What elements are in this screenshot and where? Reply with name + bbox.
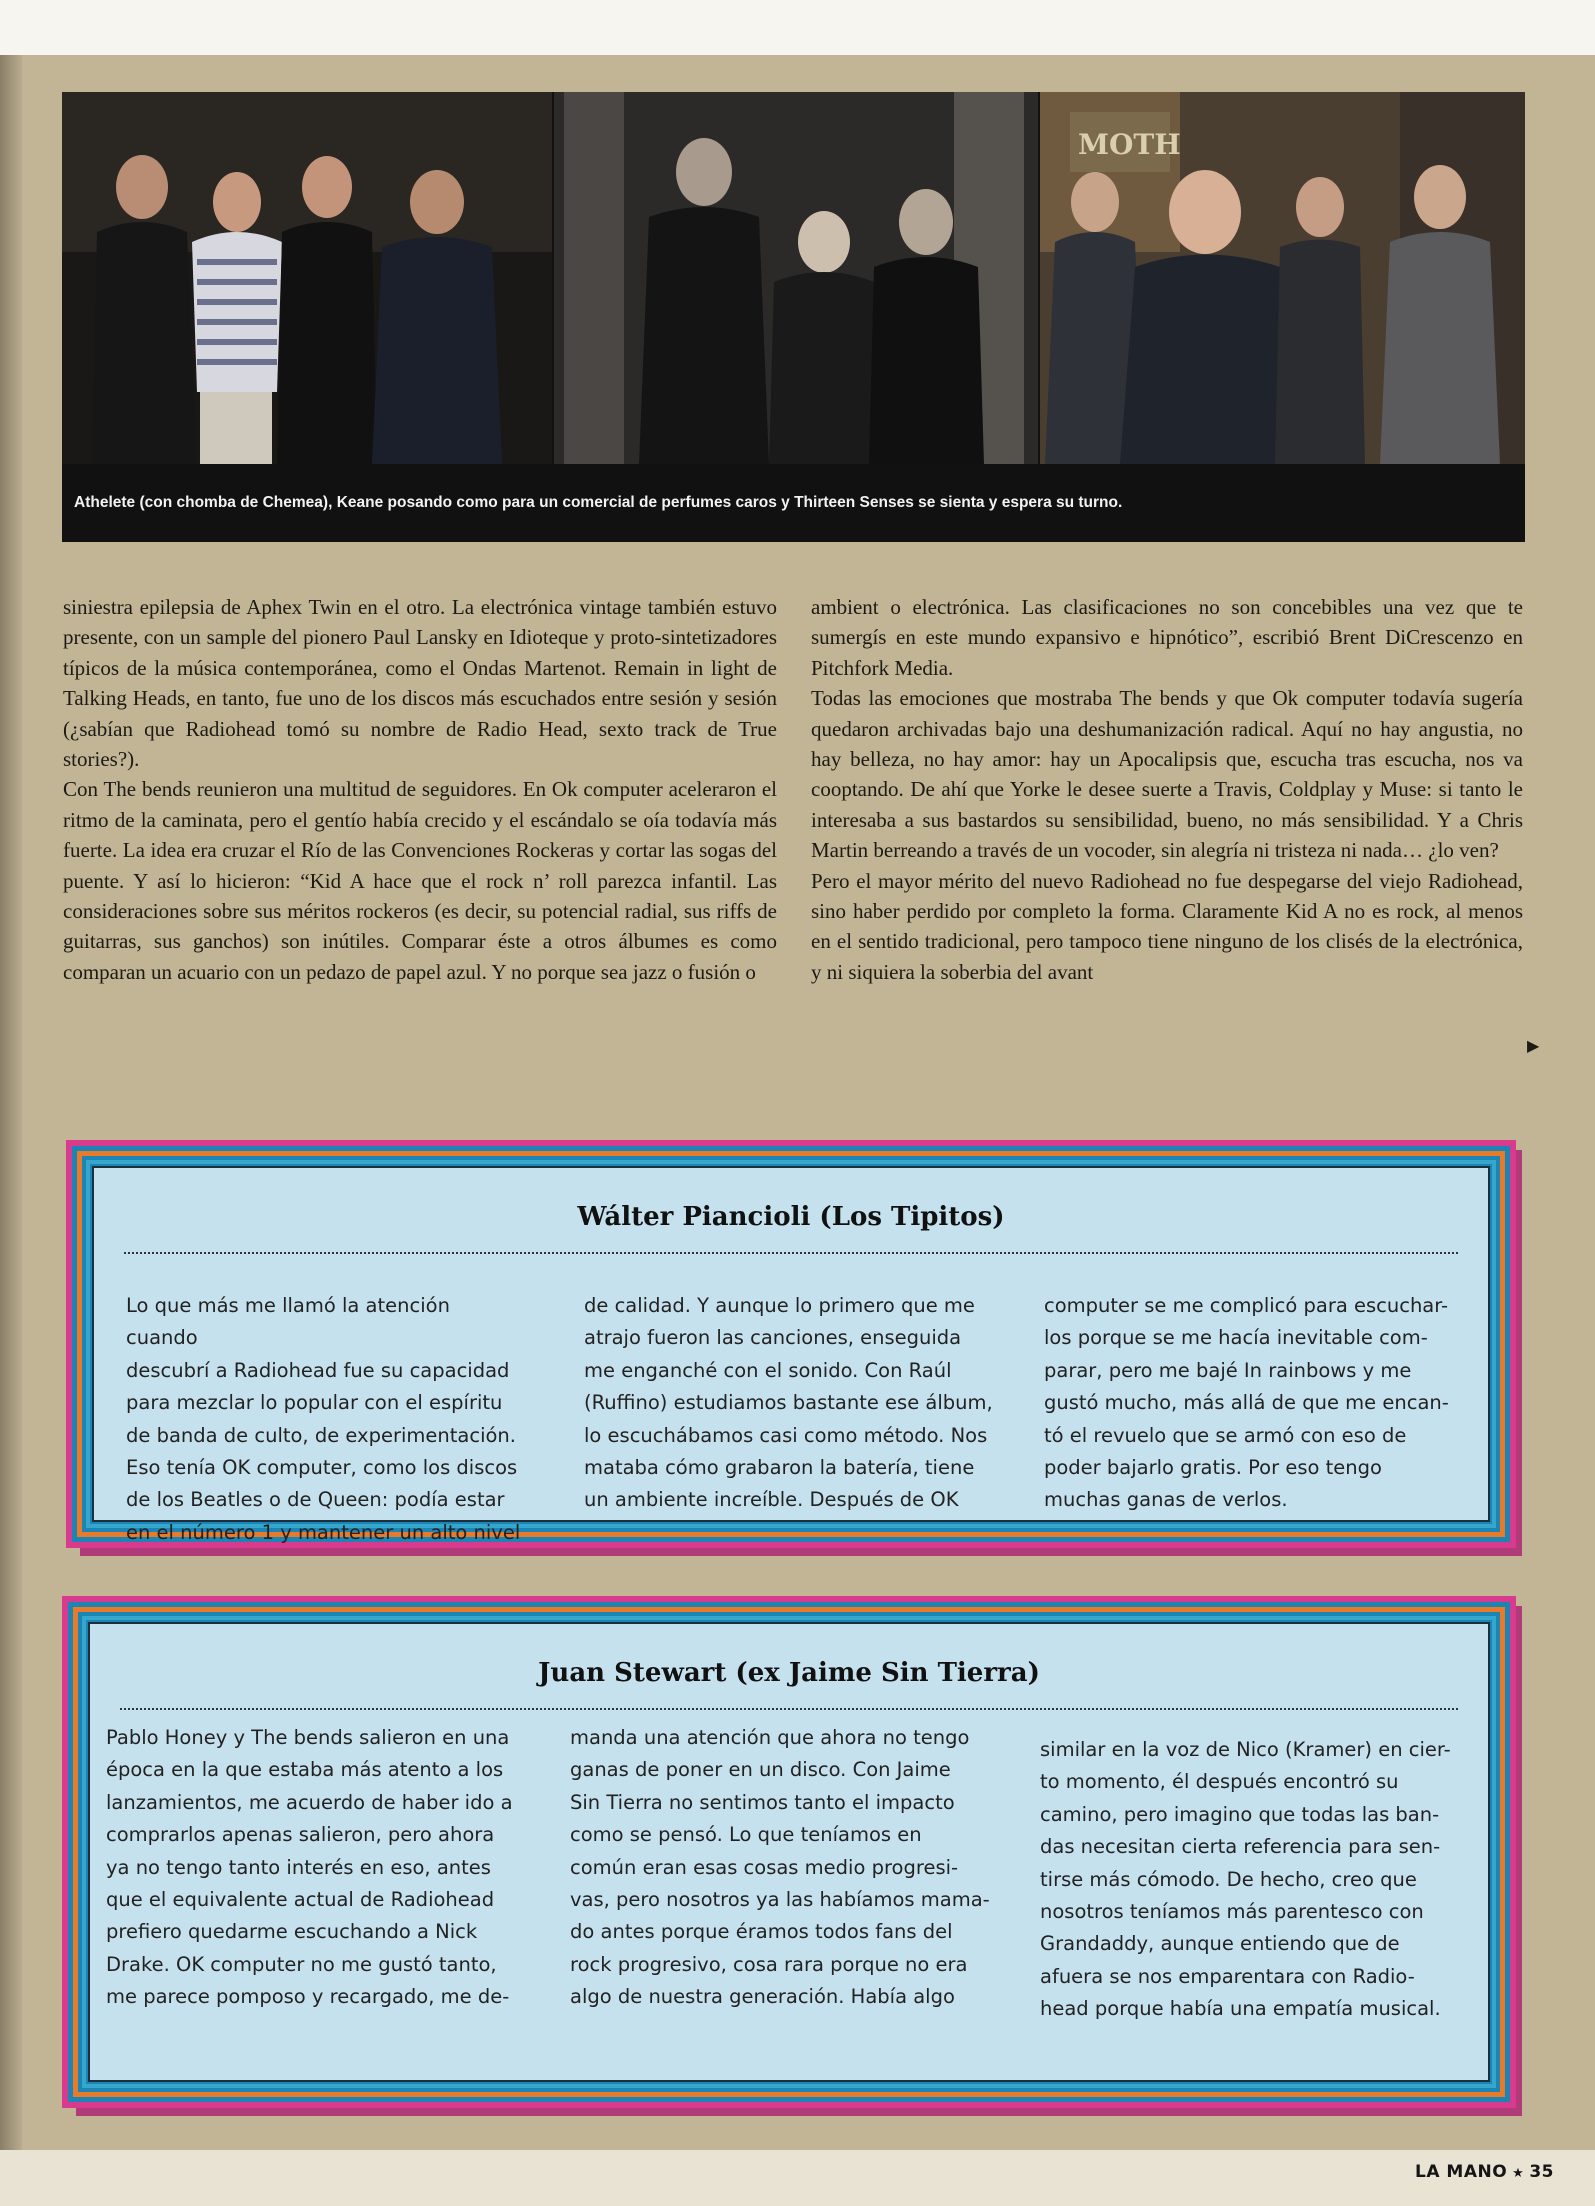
article-column-right — [811, 592, 1523, 987]
page-footer — [1415, 2162, 1554, 2182]
page-number: 35 — [1529, 2162, 1554, 2182]
continue-arrow-icon: ▶ — [1527, 1036, 1540, 1055]
box-column-3: similar en la voz de Nico (Kramer) en cier- to momento, él después encontró su camino, pero imagino que todas las ban- das necesitan cierta referencia para sen- tirse más cómodo. De hecho, creo que nosotros teníamos más parentesco con Grandaddy, aunque entiendo que de afuera se nos emparentara con Radio- head porque había una empatía musical. — [1040, 1738, 1451, 2021]
box-title: Wálter Piancioli (Los Tipitos) — [577, 1202, 1005, 1232]
star-icon: ★ — [1512, 2166, 1525, 2181]
photo-caption: Athelete (con chomba de Chemea), Keane posando como para un comercial de perfumes caros y Thirteen Senses se sienta y espera su turno. — [74, 494, 1123, 511]
box-column-2: de calidad. Y aunque lo primero que me atrajo fueron las canciones, enseguida me enganché con el sonido. Con Raúl (Ruffino) estudiamos bastante ese álbum, lo escuchábamos casi como método. Nos mataba cómo grabaron la batería, tiene un ambiente increíble. Después de OK — [584, 1294, 993, 1512]
box-column-1: Pablo Honey y The bends salieron en una época en la que estaba más atento a los lanzamientos, me acuerdo de haber ido a comprarlos apenas salieron, pero ahora ya no tengo tanto interés en eso, antes que el equivalente actual de Radiohead prefiero quedarme escuchando a Nick Drake. OK computer no me gustó tanto, me parece pomposo y recargado, me de- — [106, 1726, 513, 2009]
article-column-left — [63, 592, 777, 987]
article-paragraph: Con The bends reunieron una multitud de seguidores. En Ok computer aceleraron el ritmo de la caminata, pero el gentío había crecido y el escándalo se oía todavía más fuerte. La idea era cruzar el Río de las Convenciones Rockeras y cortar las sogas del puente. Y así lo hicieron: “Kid A hace que el rock n’ roll parezca infantil. Las consideraciones sobre sus méritos rockeros (es decir, su potencial radial, sus riffs de guitarras, sus ganchos) son inútiles. Comparar éste a otros álbumes es como comparan un acuario con un pedazo de papel azul. Y no porque sea jazz o fusión o — [63, 777, 777, 984]
article-paragraph: Pero el mayor mérito del nuevo Radiohead no fue despegarse del viejo Radiohead, sino haber perdido por completo la forma. Claramente Kid A no es rock, al menos en el sentido tradicional, pero tampoco tiene ninguno de los clisés de la electrónica, y ni siquiera la soberbia del avant — [811, 868, 1523, 984]
article-paragraph: ambient o electrónica. Las clasificaciones no son concebibles una vez que te sumergís en este mundo expansivo e hipnótico”, escribió Brent DiCrescenzo en Pitchfork Media. — [811, 595, 1523, 680]
band-photos — [62, 92, 1525, 542]
keane-band-photo — [554, 92, 1038, 464]
box-content — [88, 1622, 1490, 2082]
page-spine-shadow — [0, 0, 22, 2206]
box-content — [92, 1166, 1490, 1544]
page-bottom-margin — [0, 2150, 1595, 2206]
athlete-band-photo — [62, 92, 552, 464]
article-paragraph: Todas las emociones que mostraba The bends y que Ok computer todavía sugería quedaron archivadas bajo una deshumanización radical. Aquí no hay angustia, no hay belleza, no hay amor: hay un Apocalipsis que, escucha tras escucha, nos va cooptando. De ahí que Yorke le desee suerte a Travis, Coldplay y Muse: si tanto le interesaba a sus bastardos su sensibilidad, bueno, no más sensibilidad. Y a Chris Martin berreando a través de un vocoder, sin alegría ni tristeza ni nada… ¿lo ven? — [811, 686, 1523, 863]
box-column-2: manda una atención que ahora no tengo ganas de poner en un disco. Con Jaime Sin Tierra no sentimos tanto el impacto como se pensó. Lo que teníamos en común eran esas cosas medio progresi- vas, pero nosotros ya las habíamos mama- do antes porque éramos todos fans del rock progresivo, cosa rara porque no era algo de nuestra generación. Había algo — [570, 1726, 990, 2009]
publication-name: LA MANO — [1415, 2162, 1508, 2182]
dotted-divider — [120, 1708, 1458, 1710]
box-column-3: computer se me complicó para escuchar- los porque se me hacía inevitable com- parar, pero me bajé In rainbows y me gustó mucho, más allá de que me encan- tó el revuelo que se armó con eso de poder bajarlo gratis. Por eso tengo muchas ganas de verlos. — [1044, 1294, 1449, 1512]
article-paragraph: siniestra epilepsia de Aphex Twin en el otro. La electrónica vintage también estuvo presente, con un sample del pionero Paul Lansky en Idioteque y proto-sintetizadores típicos de la música contemporánea, como el Ondas Martenot. Remain in light de Talking Heads, en tanto, fue uno de los discos más escuchados entre sesión y sesión (¿sabían que Radiohead tomó su nombre de Radio Head, sexto track de True stories?). — [63, 595, 777, 772]
quote-box-juan-stewart — [62, 1596, 1516, 2108]
photo-sign-text: MOTH — [1078, 128, 1181, 161]
dotted-divider — [124, 1252, 1458, 1254]
quote-box-walter-piancioli — [66, 1140, 1516, 1548]
page-top-margin — [0, 0, 1595, 55]
box-column-1: Lo que más me llamó la atención cuando descubrí a Radiohead fue su capacidad para mezclar lo popular con el espíritu de banda de culto, de experimentación. Eso tenía OK computer, como los discos de los Beatles o de Queen: podía estar en el número 1 y mantener un alto nivel — [126, 1294, 521, 1544]
thirteen-senses-band-photo — [1040, 92, 1525, 464]
box-title: Juan Stewart (ex Jaime Sin Tierra) — [538, 1658, 1040, 1688]
